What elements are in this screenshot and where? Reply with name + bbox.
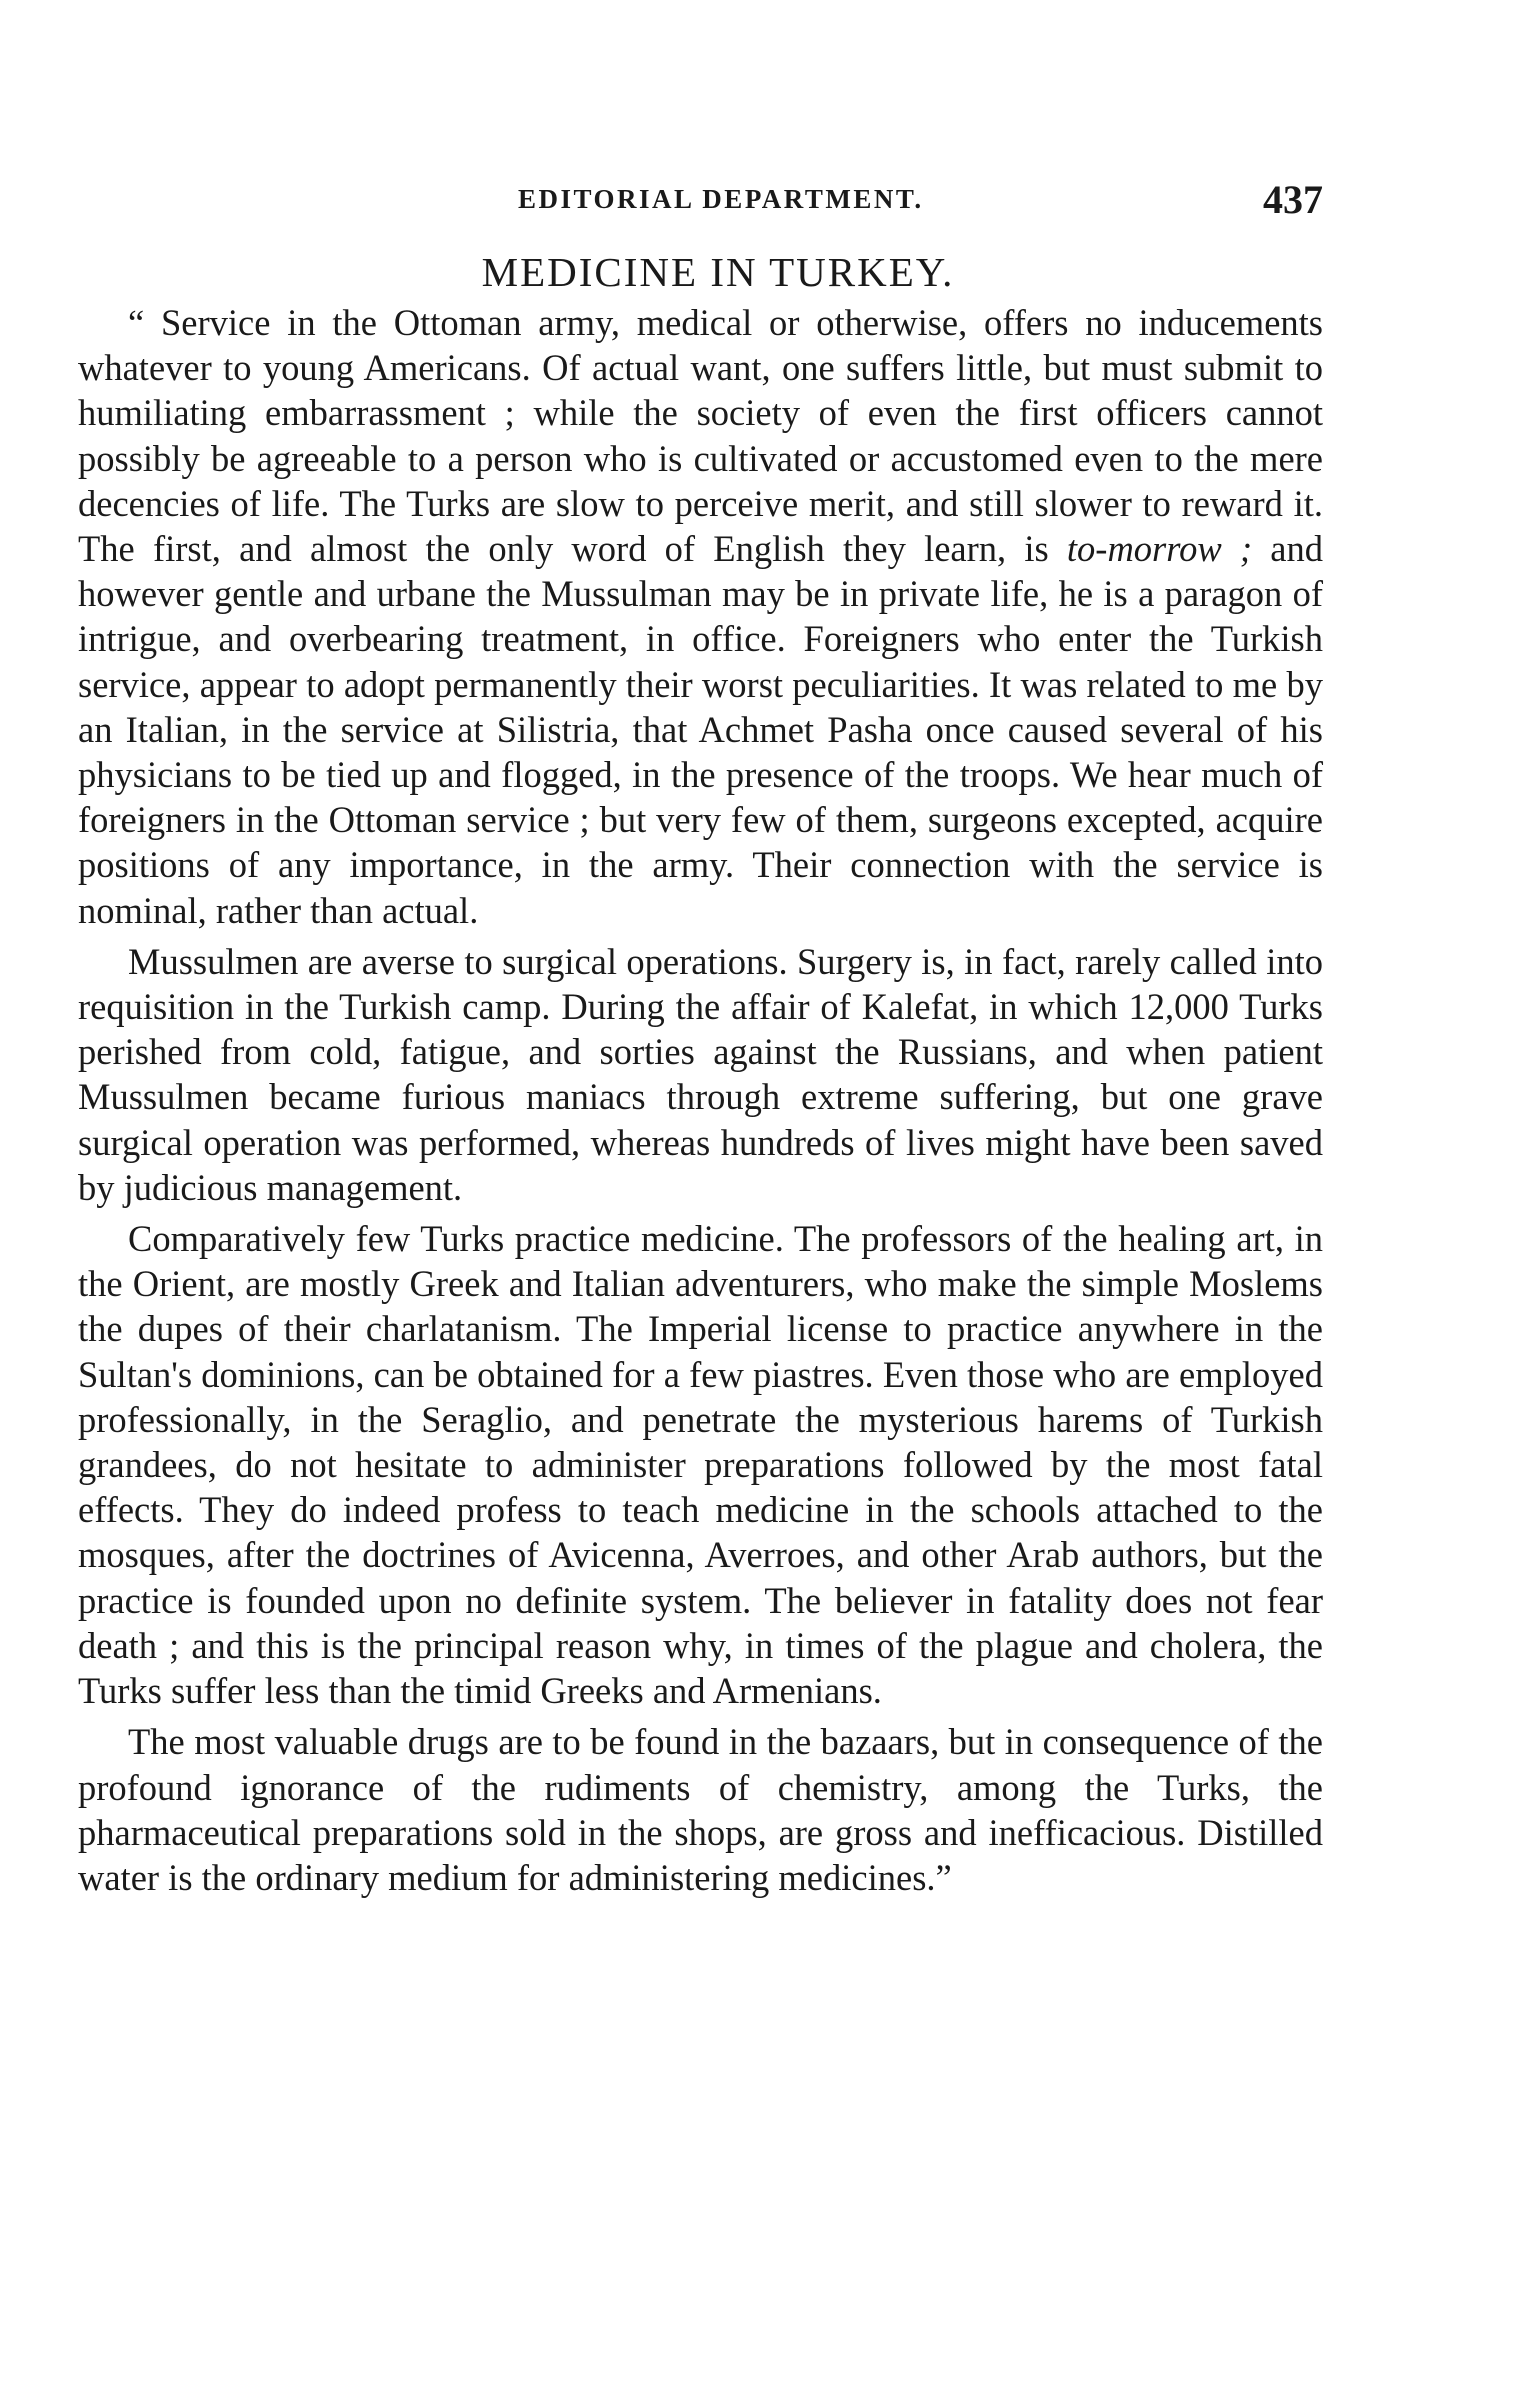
paragraph-4: The most valuable drugs are to be found in the bazaars, but in consequence of the profound ignorance of the rudiments of chemistry, among the Turks, the pharmaceutical preparations sold in the shops, are gross and inefficacious. Distilled water is the ordinary medium for administering medicines.” — [78, 1721, 1323, 1898]
paragraph-2: Mussulmen are averse to surgical operations. Surgery is, in fact, rarely called into requisition in the Turkish camp. During the affair of Kalefat, in which 12,000 Turks perished from cold, fatigue, and sorties against the Russians, and when patient Mussulmen became furious maniacs through extreme suffering, but one grave surgical operation was performed, whereas hundreds of lives might have been saved by judicious management. — [78, 940, 1323, 1208]
paragraph-1 — [78, 300, 1323, 933]
running-head-title: EDITORIAL DEPARTMENT. — [518, 184, 924, 214]
article-title: MEDICINE IN TURKEY. — [481, 249, 955, 295]
paragraph-1-emphasis: to-morrow ; — [1066, 528, 1253, 570]
paragraph-1-text-before: “ Service in the Ottoman army, medical or otherwise, offers no inducements whatever to young Americans. Of actual want, one suffers little, but must submit to humiliating embarrassment ; while the society of even the first officers cannot possibly be agreeable to a person who is cultivated or accustomed even to the mere decencies of life. The Turks are slow to perceive merit, and still slower to reward it. The first, and almost the only word of English they learn, is — [78, 302, 1323, 570]
page-number: 437 — [1263, 177, 1323, 222]
paragraph-1-text-after: and however gentle and urbane the Mussulman may be in private life, he is a paragon of intrigue, and overbearing treatment, in office. Foreigners who enter the Turkish service, appear to adopt permanently their worst peculiarities. It was related to me by an Italian, in the service at Silistria, that Achmet Pasha once caused several of his physicians to be tied up and flogged, in the presence of the troops. We hear much of foreigners in the Ottoman service ; but very few of them, surgeons excepted, acquire positions of any importance, in the army. Their connection with the service is nominal, rather than actual. — [78, 528, 1323, 931]
article-body — [78, 300, 1323, 1906]
paragraph-3: Comparatively few Turks practice medicine. The professors of the healing art, in the Orient, are mostly Greek and Italian adventurers, who make the simple Moslems the dupes of their charlatanism. The Imperial license to practice anywhere in the Sultan's dominions, can be obtained for a few piastres. Even those who are employed professionally, in the Seraglio, and penetrate the mysterious harems of Turkish grandees, do not hesitate to administer preparations followed by the most fatal effects. They do indeed profess to teach medicine in the schools attached to the mosques, after the doctrines of Avicenna, Averroes, and other Arab authors, but the practice is founded upon no definite system. The believer in fatality does not fear death ; and this is the principal reason why, in times of the plague and cholera, the Turks suffer less than the timid Greeks and Armenians. — [78, 1218, 1323, 1712]
running-head — [78, 176, 1323, 226]
